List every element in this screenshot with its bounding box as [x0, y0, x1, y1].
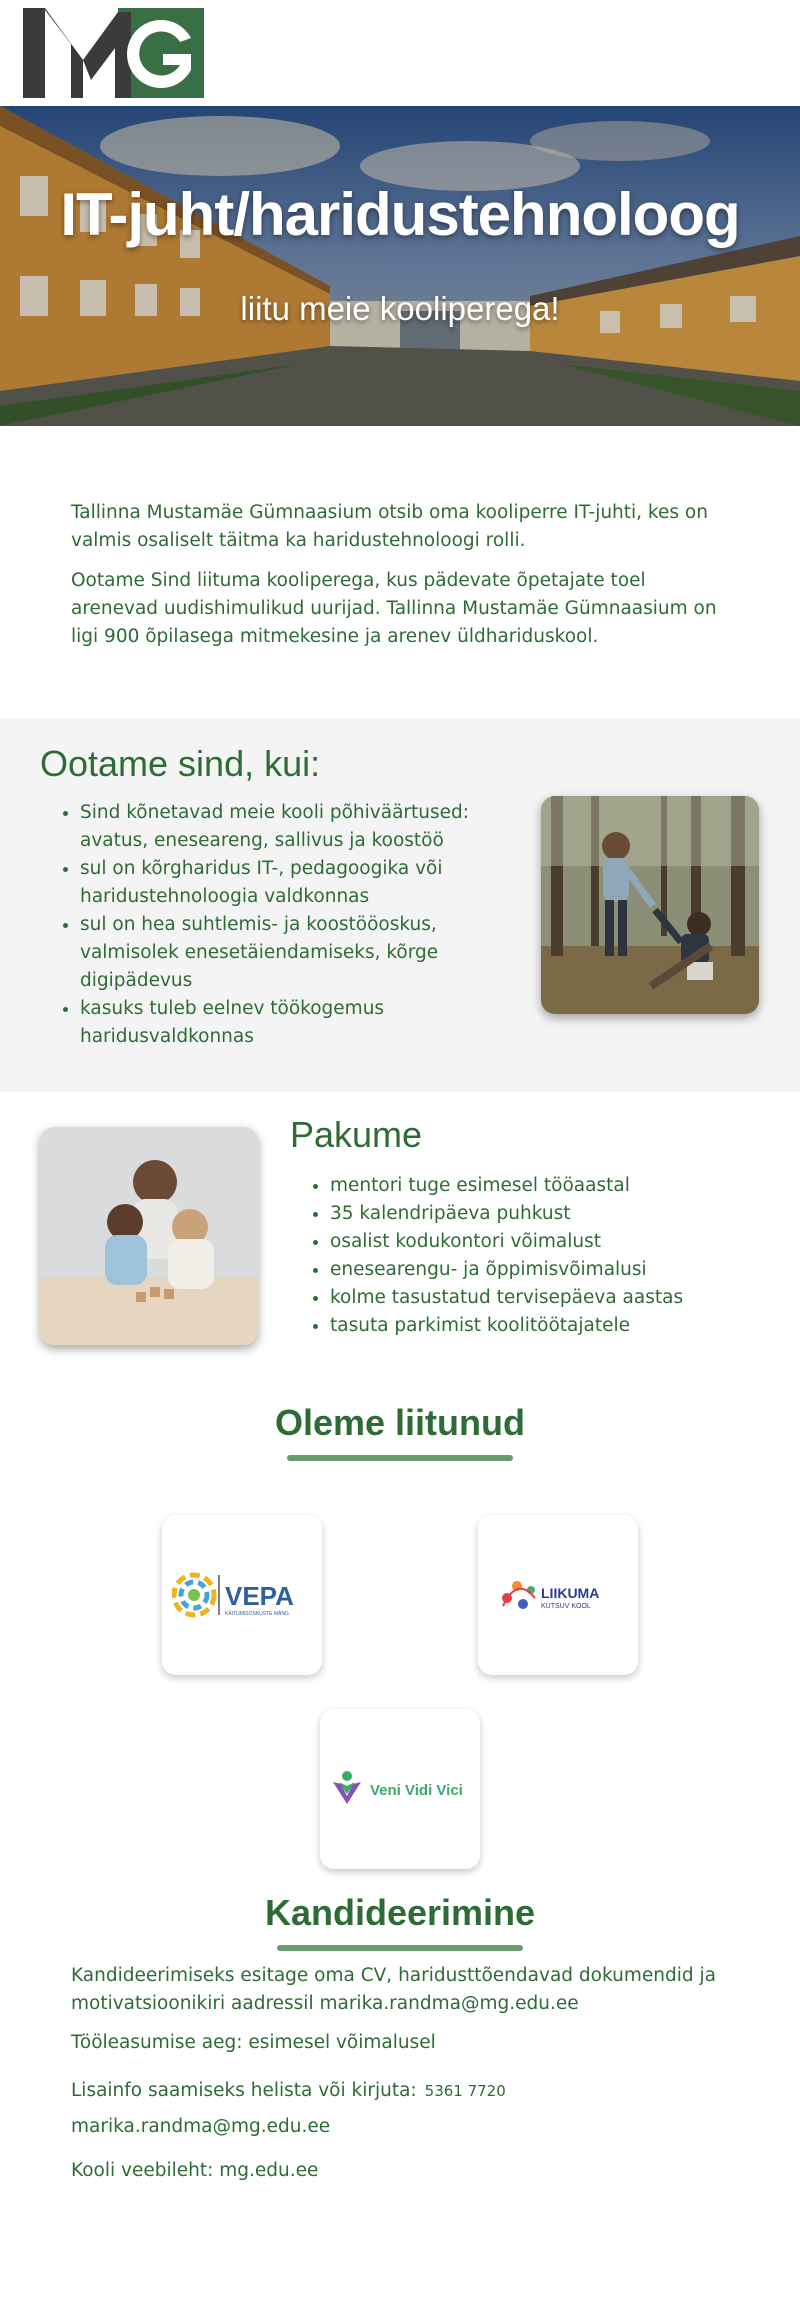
offer-section [0, 1092, 800, 1392]
partner-card-veni-vidi-vici[interactable] [320, 1709, 480, 1869]
offer-list [330, 1172, 750, 1340]
candidacy-title: Kandideerimine [264, 1892, 536, 1933]
requirements-title: Ootame sind, kui: [40, 743, 321, 784]
liikuma-logo-tagline: KUTSUV KOOL [541, 1603, 591, 1610]
vepa-logo-tagline: KÄITUMISOSKUSTE MÄNG [225, 1611, 289, 1617]
candidacy-section [0, 1892, 800, 2283]
school-logo[interactable] [23, 8, 204, 98]
requirements-list [80, 799, 490, 1051]
job-title: IT-juht/haridustehnoloog [60, 181, 740, 248]
partners-title: Oleme liitunud [274, 1402, 525, 1443]
vepa-logo-text: VEPA [225, 1581, 294, 1611]
start-date-text: Tööleasumise aeg: esimesel võimalusel [71, 2032, 436, 2053]
list-item: • sul on hea suhtlemis- ja koostööoskus, valmisolek enesetäiendamiseks, kõrge digipädevus [80, 911, 490, 995]
veni-vidi-vici-logo [325, 1764, 475, 1814]
info-text: Lisainfo saamiseks helista või kirjuta: [71, 2080, 417, 2101]
list-item: • kasuks tuleb eelnev töökogemus haridusvaldkonnas [80, 995, 490, 1051]
website-text[interactable]: Kooli veebileht: mg.edu.ee [71, 2160, 319, 2181]
list-item: • mentori tuge esimesel tööaastal [330, 1172, 750, 1200]
partner-card-liikuma[interactable] [478, 1515, 638, 1675]
intro-paragraph: Ootame Sind liituma kooliperega, kus pädevate õpetajate toel arenevad uudishimulikud uurijad. Tallinna Mustamäe Gümnaasium on ligi 900 õpilasega mitmekesine ja arenev üldhariduskool. [71, 570, 717, 647]
vvv-logo-text: Veni Vidi Vici [370, 1782, 463, 1799]
title-underline [277, 1945, 523, 1951]
hero-subtitle: liitu meie kooliperega! [240, 290, 560, 327]
phone-number[interactable]: 5361 7720 [424, 2082, 506, 2100]
list-item: • tasuta parkimist koolitöötajatele [330, 1312, 750, 1340]
list-item: • osalist kodukontori võimalust [330, 1228, 750, 1256]
forest-children-photo [541, 796, 759, 1014]
list-item: • kolme tasustatud tervisepäeva aastas [330, 1284, 750, 1312]
title-underline [287, 1455, 513, 1461]
intro-section [0, 426, 800, 719]
list-item: • 35 kalendripäeva puhkust [330, 1200, 750, 1228]
family-photo [40, 1127, 258, 1345]
list-item: • enesearengu- ja õppimisvõimalusi [330, 1256, 750, 1284]
contact-info [71, 2077, 731, 2105]
header [0, 0, 800, 106]
liikuma-logo-text: LIIKUMA [541, 1585, 600, 1601]
list-item: • Sind kõnetavad meie kooli põhiväärtused: avatus, eneseareng, sallivus ja koostöö [80, 799, 490, 855]
vepa-logo [172, 1565, 312, 1625]
contact-email[interactable]: marika.randma@mg.edu.ee [71, 2116, 331, 2137]
partners-section [0, 1392, 800, 1892]
requirements-section [0, 719, 800, 1092]
intro-paragraph: Tallinna Mustamäe Gümnaasium otsib oma kooliperre IT-juhti, kes on valmis osaliselt täitma ka haridustehnoloogi rolli. [71, 502, 708, 551]
offer-title: Pakume [290, 1114, 423, 1155]
school-building-photo [0, 106, 800, 426]
apply-text: Kandideerimiseks esitage oma CV, haridusttõendavad dokumendid ja motivatsioonikiri aadressil marika.randma@mg.edu.ee [71, 1965, 716, 2014]
list-item: • sul on kõrgharidus IT-, pedagoogika või haridustehnoloogia valdkonnas [80, 855, 490, 911]
liikuma-logo [493, 1570, 623, 1620]
hero-banner [0, 106, 800, 426]
partner-card-vepa[interactable] [162, 1515, 322, 1675]
